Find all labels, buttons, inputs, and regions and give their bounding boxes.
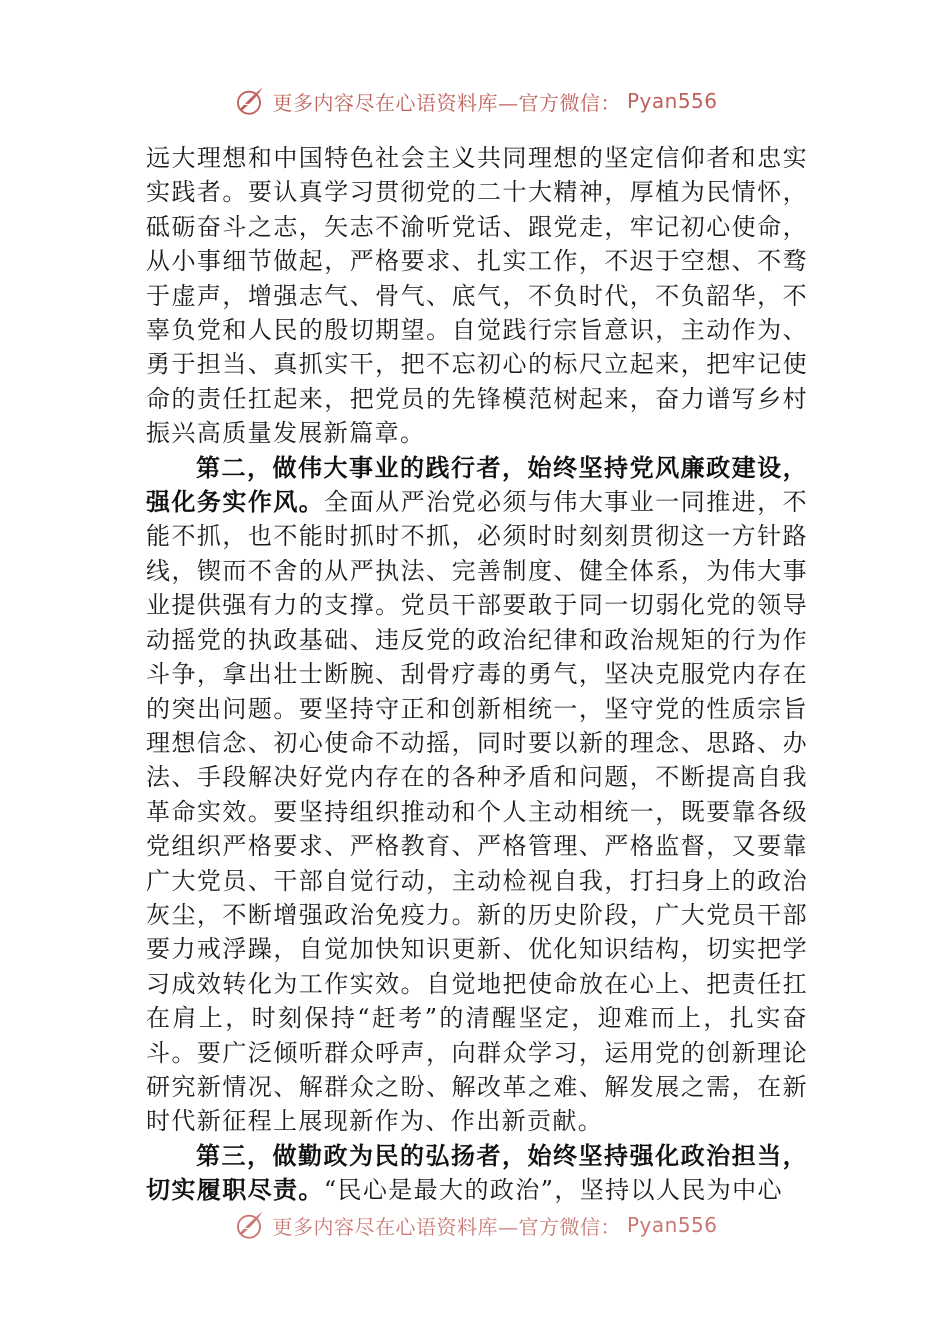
watermark-wechat-id: Pyan556 [626,1213,718,1237]
quill-logo-icon [232,84,266,118]
quill-logo-icon [232,1208,266,1242]
watermark-text: 更多内容尽在心语资料库—官方微信： [272,90,621,115]
paragraph-3-text: “民心是最大的政治”，坚持以人民为中心 [323,1176,783,1205]
watermark-wechat-id: Pyan556 [626,89,718,113]
document-body [146,141,808,1208]
paragraph-3 [146,1139,808,1208]
header-watermark [0,84,950,118]
paragraph-3-heading: 第三，做勤政为民的弘扬者，始终坚持强化政治担当，切实履职尽责。 [146,1140,808,1205]
paragraph-1-text: 远大理想和中国特色社会主义共同理想的坚定信仰者和忠实实践者。要认真学习贯彻党的二十大精神，厚植为民情怀，砥砺奋斗之志，矢志不渝听党话、跟党走，牢记初心使命，从小事细节做起，严格要求、扎实工作，不迟于空想、不骛于虚声，增强志气、骨气、底气，不负时代，不负韶华，不辜负党和人民的殷切期望。自觉践行宗旨意识，主动作为、勇于担当、真抓实干，把不忘初心的标尺立起来，把牢记使命的责任扛起来，把党员的先锋模范树起来，奋力谱写乡村振兴高质量发展新篇章。 [146,144,808,448]
watermark-text: 更多内容尽在心语资料库—官方微信： [272,1214,621,1239]
paragraph-2-text: 全面从严治党必须与伟大事业一同推进，不能不抓，也不能时抓时不抓，必须时时刻刻贯彻这一方针路线，锲而不舍的从严执法、完善制度、健全体系，为伟大事业提供强有力的支撑。党员干部要敢于同一切弱化党的领导动摇党的执政基础、违反党的政治纪律和政治规矩的行为作斗争，拿出壮士断腕、刮骨疗毒的勇气，坚决克服党内存在的突出问题。要坚持守正和创新相统一，坚守党的性质宗旨理想信念、初心使命不动摇，同时要以新的理念、思路、办法、手段解决好党内存在的各种矛盾和问题，不断提高自我革命实效。要坚持组织推动和个人主动相统一，既要靠各级党组织严格要求、严格教育、严格管理、严格监督，又要靠广大党员、干部自觉行动，主动检视自我，打扫身上的政治灰尘，不断增强政治免疫力。新的历史阶段，广大党员干部要力戒浮躁，自觉加快知识更新、优化知识结构，切实把学习成效转化为工作实效。自觉地把使命放在心上、把责任扛在肩上，时刻保持“赶考”的清醒坚定，迎难而上，扎实奋斗。要广泛倾听群众呼声，向群众学习，运用党的创新理论研究新情况、解群众之盼、解改革之难、解发展之需，在新时代新征程上展现新作为、作出新贡献。 [146,488,808,1136]
paragraph-1 [146,141,808,451]
footer-watermark [0,1208,950,1242]
paragraph-2-heading: 第二，做伟大事业的践行者，始终坚持党风廉政建设，强化务实作风。 [146,452,808,517]
paragraph-2 [146,451,808,1139]
